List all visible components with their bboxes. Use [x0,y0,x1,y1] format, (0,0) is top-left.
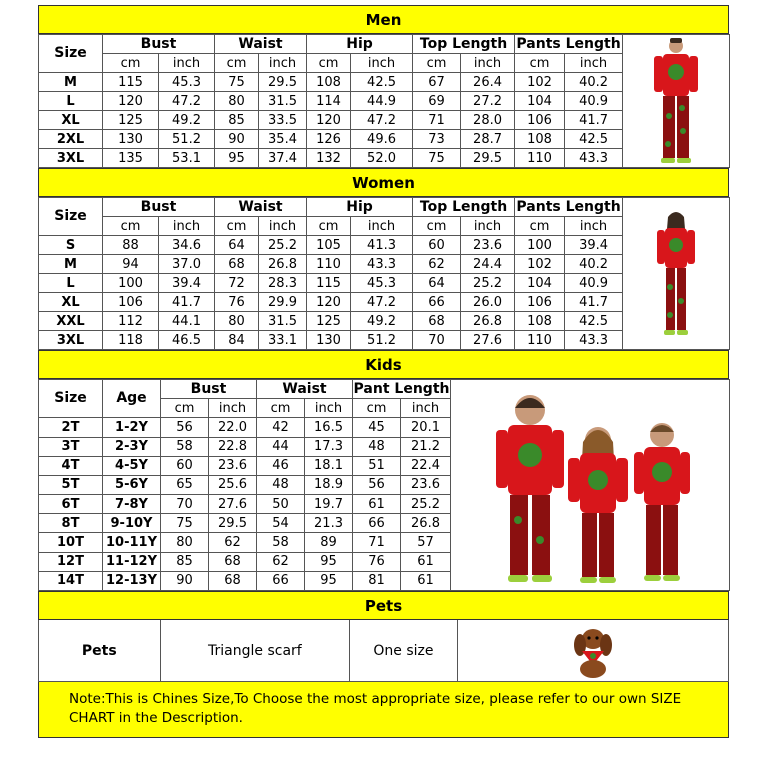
value-cell: 22.8 [209,437,257,456]
value-cell: 42 [257,418,305,437]
value-cell: 81 [353,571,401,590]
age-cell: 9-10Y [103,514,161,533]
value-cell: 65 [161,475,209,494]
unit-cell: cm [161,399,209,418]
value-cell: 61 [401,571,451,590]
unit-cell: inch [461,54,515,73]
value-cell: 40.2 [565,73,623,92]
pet-model-image [458,620,728,681]
value-cell: 80 [215,92,259,111]
value-cell: 20.1 [401,418,451,437]
value-cell: 110 [515,331,565,350]
value-cell: 28.0 [461,111,515,130]
value-cell: 114 [307,92,351,111]
value-cell: 61 [353,495,401,514]
col-pants-length: Pants Length [516,35,621,52]
value-cell: 75 [413,149,461,168]
unit-cell: cm [103,217,159,236]
value-cell: 19.7 [305,495,353,514]
value-cell: 28.3 [259,274,307,293]
pets-item-type: Triangle scarf [161,620,350,681]
value-cell: 66 [413,293,461,312]
size-cell: L [39,92,103,111]
unit-cell: inch [259,54,307,73]
value-cell: 70 [161,495,209,514]
size-cell: M [39,73,103,92]
value-cell: 126 [307,130,351,149]
value-cell: 49.2 [159,111,215,130]
value-cell: 67 [413,73,461,92]
age-cell: 1-2Y [103,418,161,437]
col-pants-length: Pants Length [516,198,621,215]
size-cell: 5T [39,475,103,494]
value-cell: 33.5 [259,111,307,130]
size-cell: 3XL [39,149,103,168]
value-cell: 43.3 [351,255,413,274]
value-cell: 75 [161,514,209,533]
value-cell: 95 [215,149,259,168]
value-cell: 54 [257,514,305,533]
value-cell: 95 [305,552,353,571]
value-cell: 39.4 [159,274,215,293]
dog-scarf-illustration [568,623,618,679]
value-cell: 48 [257,475,305,494]
value-cell: 40.9 [565,274,623,293]
value-cell: 44.1 [159,312,215,331]
size-note: Note:This is Chines Size,To Choose the most appropriate size, please refer to our own SIZE CHART in the Description. [38,682,729,738]
pets-section-title: Pets [38,591,729,620]
value-cell: 110 [515,149,565,168]
value-cell: 41.7 [565,111,623,130]
unit-cell: cm [353,399,401,418]
kids-model-image [451,380,730,591]
value-cell: 62 [209,533,257,552]
value-cell: 76 [215,293,259,312]
age-cell: 5-6Y [103,475,161,494]
unit-cell: cm [413,54,461,73]
value-cell: 21.3 [305,514,353,533]
unit-cell: inch [159,54,215,73]
value-cell: 89 [305,533,353,552]
value-cell: 85 [161,552,209,571]
value-cell: 40.2 [565,255,623,274]
value-cell: 29.5 [259,73,307,92]
value-cell: 26.8 [401,514,451,533]
size-cell: 3XL [39,331,103,350]
value-cell: 16.5 [305,418,353,437]
value-cell: 41.3 [351,236,413,255]
value-cell: 47.2 [159,92,215,111]
value-cell: 50 [257,495,305,514]
col-hip: Hip [307,198,413,217]
unit-cell: inch [351,217,413,236]
value-cell: 72 [215,274,259,293]
value-cell: 23.6 [461,236,515,255]
value-cell: 68 [413,312,461,331]
value-cell: 26.4 [461,73,515,92]
value-cell: 56 [161,418,209,437]
value-cell: 94 [103,255,159,274]
value-cell: 115 [103,73,159,92]
size-cell: 10T [39,533,103,552]
value-cell: 64 [215,236,259,255]
value-cell: 102 [515,73,565,92]
pets-label: Pets [39,620,161,681]
value-cell: 105 [307,236,351,255]
value-cell: 88 [103,236,159,255]
value-cell: 90 [161,571,209,590]
value-cell: 45.3 [159,73,215,92]
col-size: Size [39,380,103,418]
age-cell: 10-11Y [103,533,161,552]
men-size-table [38,34,730,168]
women-model-image [623,198,730,350]
value-cell: 104 [515,92,565,111]
value-cell: 108 [515,130,565,149]
value-cell: 120 [307,111,351,130]
unit-cell: cm [515,217,565,236]
unit-cell: inch [565,217,623,236]
col-bust: Bust [103,198,215,217]
value-cell: 58 [257,533,305,552]
value-cell: 56 [353,475,401,494]
value-cell: 22.4 [401,456,451,475]
value-cell: 51.2 [159,130,215,149]
value-cell: 106 [515,293,565,312]
value-cell: 106 [515,111,565,130]
value-cell: 25.6 [209,475,257,494]
value-cell: 70 [413,331,461,350]
unit-cell: inch [401,399,451,418]
unit-cell: cm [515,54,565,73]
value-cell: 25.2 [401,495,451,514]
value-cell: 71 [353,533,401,552]
value-cell: 118 [103,331,159,350]
value-cell: 28.7 [461,130,515,149]
col-waist: Waist [257,380,353,399]
unit-cell: cm [103,54,159,73]
value-cell: 135 [103,149,159,168]
col-size: Size [39,198,103,236]
man-pajama-illustration [646,36,706,166]
value-cell: 31.5 [259,92,307,111]
unit-cell: cm [307,54,351,73]
value-cell: 26.8 [259,255,307,274]
value-cell: 66 [353,514,401,533]
value-cell: 29.5 [461,149,515,168]
col-pant-length: Pant Length [353,380,451,399]
age-cell: 2-3Y [103,437,161,456]
value-cell: 80 [215,312,259,331]
value-cell: 51.2 [351,331,413,350]
col-top-length: Top Length [413,198,515,217]
value-cell: 62 [413,255,461,274]
value-cell: 46 [257,456,305,475]
value-cell: 112 [103,312,159,331]
pets-row [38,620,729,682]
age-cell: 4-5Y [103,456,161,475]
value-cell: 27.6 [461,331,515,350]
size-cell: L [39,274,103,293]
size-cell: 6T [39,495,103,514]
value-cell: 39.4 [565,236,623,255]
value-cell: 100 [515,236,565,255]
value-cell: 27.2 [461,92,515,111]
women-section-title: Women [38,168,729,197]
value-cell: 23.6 [401,475,451,494]
value-cell: 48 [353,437,401,456]
value-cell: 43.3 [565,331,623,350]
value-cell: 53.1 [159,149,215,168]
value-cell: 90 [215,130,259,149]
col-bust: Bust [161,380,257,399]
value-cell: 34.6 [159,236,215,255]
size-chart [38,5,729,738]
value-cell: 125 [307,312,351,331]
value-cell: 100 [103,274,159,293]
size-cell: 2XL [39,130,103,149]
value-cell: 69 [413,92,461,111]
kids-size-table [38,379,730,591]
age-cell: 7-8Y [103,495,161,514]
pets-size: One size [350,620,458,681]
col-bust: Bust [103,35,215,54]
value-cell: 35.4 [259,130,307,149]
value-cell: 61 [401,552,451,571]
value-cell: 106 [103,293,159,312]
unit-cell: cm [215,217,259,236]
men-section-title: Men [38,5,729,34]
unit-cell: inch [351,54,413,73]
value-cell: 24.4 [461,255,515,274]
value-cell: 25.2 [259,236,307,255]
value-cell: 23.6 [209,456,257,475]
size-cell: 4T [39,456,103,475]
value-cell: 120 [103,92,159,111]
unit-cell: inch [159,217,215,236]
value-cell: 40.9 [565,92,623,111]
value-cell: 71 [413,111,461,130]
value-cell: 66 [257,571,305,590]
value-cell: 104 [515,274,565,293]
unit-cell: cm [257,399,305,418]
value-cell: 31.5 [259,312,307,331]
value-cell: 49.2 [351,312,413,331]
unit-cell: inch [565,54,623,73]
kids-pajama-illustration [480,380,700,590]
size-cell: 8T [39,514,103,533]
value-cell: 21.2 [401,437,451,456]
value-cell: 51 [353,456,401,475]
value-cell: 41.7 [565,293,623,312]
value-cell: 43.3 [565,149,623,168]
value-cell: 44 [257,437,305,456]
value-cell: 73 [413,130,461,149]
value-cell: 26.8 [461,312,515,331]
value-cell: 44.9 [351,92,413,111]
value-cell: 37.0 [159,255,215,274]
size-cell: 2T [39,418,103,437]
size-cell: 14T [39,571,103,590]
value-cell: 85 [215,111,259,130]
size-cell: 3T [39,437,103,456]
value-cell: 47.2 [351,293,413,312]
value-cell: 27.6 [209,495,257,514]
value-cell: 130 [103,130,159,149]
value-cell: 47.2 [351,111,413,130]
value-cell: 18.9 [305,475,353,494]
unit-cell: cm [215,54,259,73]
value-cell: 108 [515,312,565,331]
kids-section-title: Kids [38,350,729,379]
value-cell: 29.5 [209,514,257,533]
value-cell: 45 [353,418,401,437]
col-age: Age [103,380,161,418]
size-cell: M [39,255,103,274]
value-cell: 80 [161,533,209,552]
col-top-length: Top Length [413,35,515,54]
value-cell: 75 [215,73,259,92]
value-cell: 41.7 [159,293,215,312]
value-cell: 33.1 [259,331,307,350]
unit-cell: inch [259,217,307,236]
col-size: Size [39,35,103,73]
value-cell: 42.5 [565,312,623,331]
age-cell: 12-13Y [103,571,161,590]
value-cell: 110 [307,255,351,274]
value-cell: 64 [413,274,461,293]
value-cell: 37.4 [259,149,307,168]
value-cell: 26.0 [461,293,515,312]
col-hip: Hip [307,35,413,54]
value-cell: 84 [215,331,259,350]
value-cell: 57 [401,533,451,552]
women-size-table [38,197,730,350]
value-cell: 95 [305,571,353,590]
col-waist: Waist [215,198,307,217]
value-cell: 76 [353,552,401,571]
value-cell: 102 [515,255,565,274]
value-cell: 42.5 [351,73,413,92]
value-cell: 60 [413,236,461,255]
size-cell: XXL [39,312,103,331]
value-cell: 62 [257,552,305,571]
size-cell: XL [39,293,103,312]
unit-cell: cm [307,217,351,236]
value-cell: 29.9 [259,293,307,312]
value-cell: 120 [307,293,351,312]
value-cell: 115 [307,274,351,293]
value-cell: 108 [307,73,351,92]
value-cell: 25.2 [461,274,515,293]
size-cell: 12T [39,552,103,571]
value-cell: 125 [103,111,159,130]
value-cell: 17.3 [305,437,353,456]
value-cell: 68 [209,552,257,571]
value-cell: 42.5 [565,130,623,149]
age-cell: 11-12Y [103,552,161,571]
value-cell: 68 [215,255,259,274]
value-cell: 18.1 [305,456,353,475]
value-cell: 60 [161,456,209,475]
unit-cell: inch [461,217,515,236]
value-cell: 58 [161,437,209,456]
value-cell: 46.5 [159,331,215,350]
value-cell: 49.6 [351,130,413,149]
value-cell: 68 [209,571,257,590]
unit-cell: inch [305,399,353,418]
value-cell: 130 [307,331,351,350]
unit-cell: inch [209,399,257,418]
size-cell: XL [39,111,103,130]
woman-pajama-illustration [648,209,704,339]
value-cell: 132 [307,149,351,168]
unit-cell: cm [413,217,461,236]
value-cell: 45.3 [351,274,413,293]
value-cell: 22.0 [209,418,257,437]
size-cell: S [39,236,103,255]
value-cell: 52.0 [351,149,413,168]
col-waist: Waist [215,35,307,54]
men-model-image [623,35,730,168]
